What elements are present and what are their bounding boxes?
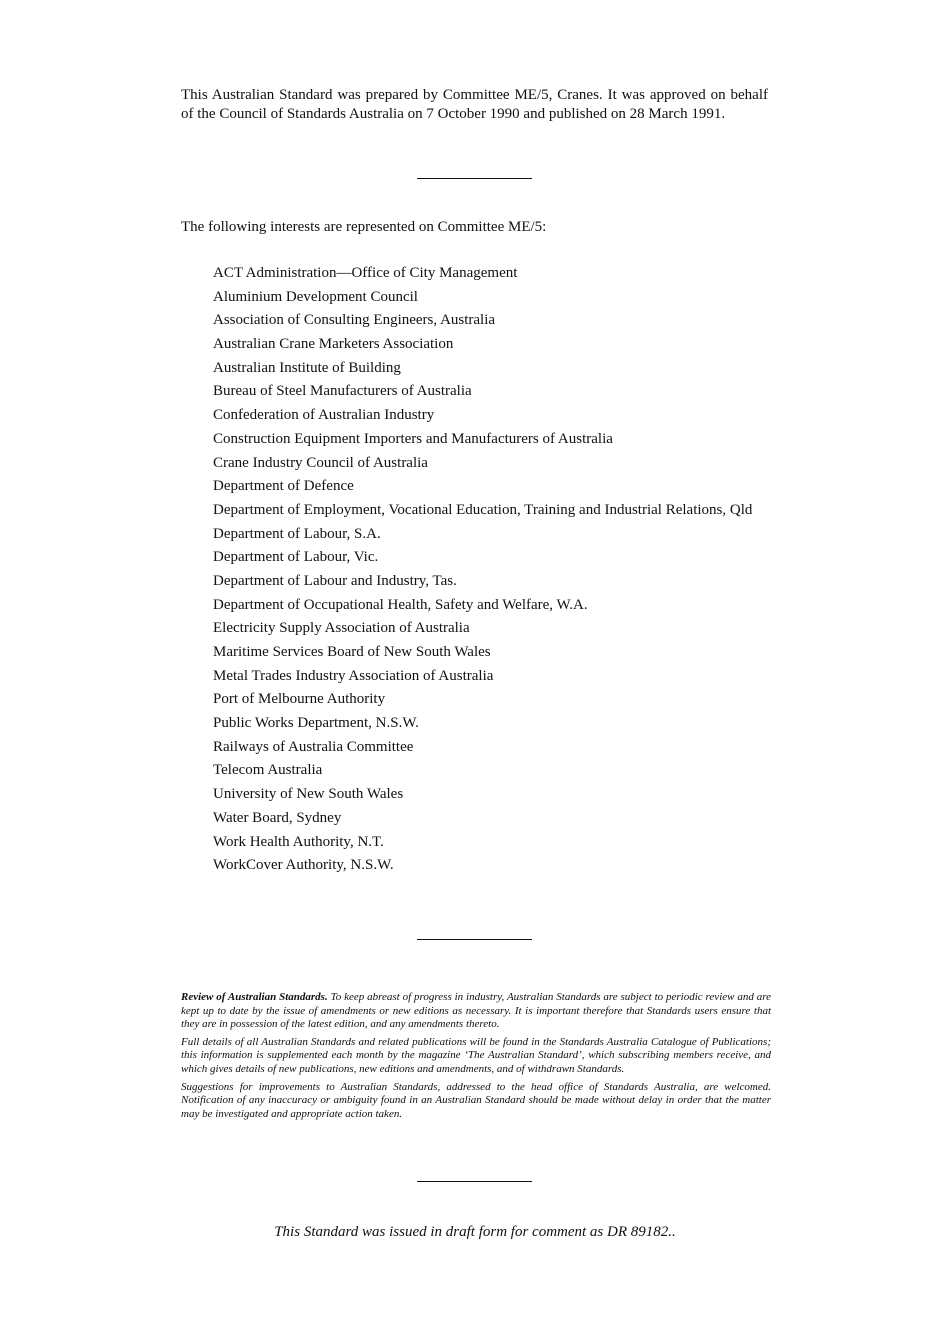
list-item: WorkCover Authority, N.S.W.	[213, 857, 394, 874]
list-item: Bureau of Steel Manufacturers of Australia	[213, 383, 472, 400]
list-item: University of New South Wales	[213, 786, 404, 803]
list-item: Telecom Australia	[213, 762, 323, 779]
list-item: Department of Labour, S.A.	[213, 525, 381, 542]
catalogue-note: Full details of all Australian Standards and related publications will be found in the Standards Australia Catalogue of Publications; this information is supplemented each month by the magazine ‘The Australian Standard’, which subscribing members receive, and which gives details of new publications, new editions and amendments, and of withdrawn Standards.	[181, 1035, 771, 1075]
suggestions-note: Suggestions for improvements to Australian Standards, addressed to the head office of Standards Australia, are welcomed. Notification of any inaccuracy or ambiguity found in an Australian Standard should be made without delay in order that the matter may be investigated and appropriate action taken.	[181, 1080, 771, 1120]
section-divider	[417, 939, 532, 940]
list-item: ACT Administration—Office of City Management	[213, 265, 518, 281]
review-note-text: To keep abreast of progress in industry, Australian Standards are subject to periodic review and are kept up to date by the issue of amendments or new editions as necessary. It is important therefore that Standards users ensure that they are in possession of the latest edition, and any amendments thereto.	[181, 991, 771, 1031]
list-item: Department of Defence	[213, 478, 354, 495]
list-item: Railways of Australia Committee	[213, 738, 414, 755]
list-item: Crane Industry Council of Australia	[213, 454, 428, 471]
list-item: Confederation of Australian Industry	[213, 407, 435, 424]
committee-member-list	[213, 264, 768, 880]
list-item: Work Health Authority, N.T.	[213, 833, 384, 850]
list-item: Electricity Supply Association of Australia	[213, 620, 470, 637]
list-item: Department of Employment, Vocational Education, Training and Industrial Relations, Qld	[213, 501, 753, 518]
list-item: Port of Melbourne Authority	[213, 691, 386, 708]
list-item: Metal Trades Industry Association of Australia	[213, 667, 494, 684]
standards-notes	[181, 991, 771, 1125]
list-item: Public Works Department, N.S.W.	[213, 715, 419, 732]
list-item: Department of Occupational Health, Safety and Welfare, W.A.	[213, 596, 588, 613]
list-item: Australian Crane Marketers Association	[213, 336, 454, 353]
list-item: Aluminium Development Council	[213, 288, 418, 305]
list-item: Department of Labour, Vic.	[213, 549, 379, 566]
section-divider	[417, 1181, 532, 1182]
list-item: Water Board, Sydney	[213, 809, 342, 826]
list-item: Australian Institute of Building	[213, 359, 401, 376]
list-item: Association of Consulting Engineers, Australia	[213, 312, 496, 329]
review-note	[181, 991, 771, 1032]
list-item: Maritime Services Board of New South Wales	[213, 644, 491, 660]
list-item: Construction Equipment Importers and Manufacturers of Australia	[213, 430, 613, 447]
section-divider	[417, 178, 532, 179]
list-item: Department of Labour and Industry, Tas.	[213, 572, 457, 589]
review-note-title: Review of Australian Standards.	[181, 991, 328, 1003]
approval-statement: This Australian Standard was prepared by Committee ME/5, Cranes. It was approved on behalf of the Council of Standards Australia on 7 October 1990 and published on 28 March 1991.	[181, 87, 768, 122]
committee-lead: The following interests are represented on Committee ME/5:	[181, 219, 547, 235]
draft-issue-note: This Standard was issued in draft form for comment as DR 89182..	[274, 1224, 676, 1240]
